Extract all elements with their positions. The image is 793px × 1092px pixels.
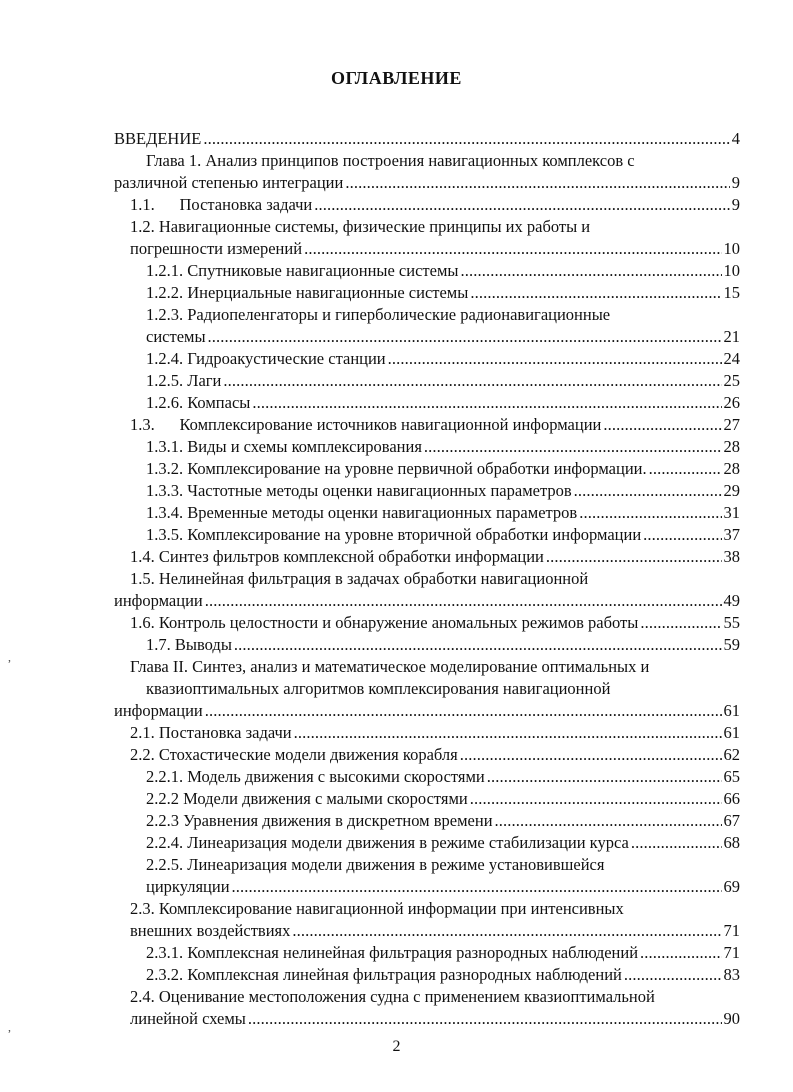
toc-entry: информации . . . 61 [114,700,740,721]
toc-entry: 1.3.4. Временные методы оценки навигационных параметров . . . 31 [146,502,740,523]
scan-mark: , [8,1020,11,1034]
toc-entry: 1.3. Комплексирование источников навигационной информации . . . 27 [130,414,740,435]
toc-entry: 1.4. Синтез фильтров комплексной обработки информации . . . 38 [130,546,740,567]
toc-entry: 1.6. Контроль целостности и обнаружение аномальных режимов работы . . . 55 [130,612,740,633]
toc-entry: 2.2.2 Модели движения с малыми скоростями . . . 66 [146,788,740,809]
toc-entry: 2.4. Оценивание местоположения судна с применением квазиоптимальной [130,987,655,1006]
toc-entry: внешних воздействиях . . . 71 [130,920,740,941]
toc-entry: 1.3.5. Комплексирование на уровне вторичной обработки информации . . . 37 [146,524,740,545]
toc-entry: 1.2.1. Спутниковые навигационные системы . . . 10 [146,260,740,281]
toc-entry: 1.3.3. Частотные методы оценки навигационных параметров . . . 29 [146,480,740,501]
toc-entry: 1.2.6. Компасы . . . 26 [146,392,740,413]
toc-entry: 1.2.3. Радиопеленгаторы и гиперболические радионавигационные [146,305,611,324]
toc-entry: 1.2.2. Инерциальные навигационные системы . . . 15 [146,282,740,303]
toc-entry: 2.2.3 Уравнения движения в дискретном времени . . . 67 [146,810,740,831]
toc-entry: информации . . . 49 [114,590,740,611]
toc-entry: 1.5. Нелинейная фильтрация в задачах обработки навигационной [130,569,589,588]
toc-entry: линейной схемы . . . 90 [130,1008,740,1029]
toc-entry: 2.2.1. Модель движения с высокими скоростями . . . 65 [146,766,740,787]
toc-entry: 1.7. Выводы . . . 59 [146,634,740,655]
toc-entry: Глава 1. Анализ принципов построения навигационных комплексов с [146,151,635,170]
scan-mark: , [8,650,11,664]
toc-entry: погрешности измерений . . . 10 [130,238,740,259]
toc-entry: системы . . . 21 [146,326,740,347]
toc-entry: 2.1. Постановка задачи . . . 61 [130,722,740,743]
page-number: 2 [392,1038,401,1055]
toc-entry: циркуляции . . . 69 [146,876,740,897]
toc-entry: 2.3. Комплексирование навигационной информации при интенсивных [130,899,624,918]
toc-entry: 2.2.4. Линеаризация модели движения в режиме стабилизации курса . . . 68 [146,832,740,853]
toc-entry: 1.2.5. Лаги . . . 25 [146,370,740,391]
toc-entry: 2.3.2. Комплексная линейная фильтрация разнородных наблюдений . . . 83 [146,964,740,985]
toc-entry: 1.3.1. Виды и схемы комплексирования . . . 28 [146,436,740,457]
toc-entry: 1.1. Постановка задачи . . . 9 [130,194,740,215]
toc-entry: 2.2.5. Линеаризация модели движения в режиме установившейся [146,855,605,874]
toc-entry: различной степенью интеграции . . . 9 [114,172,740,193]
toc-entry: 2.2. Стохастические модели движения корабля . . . 62 [130,744,740,765]
toc-entry: 1.2.4. Гидроакустические станции . . . 24 [146,348,740,369]
toc-entry: 2.3.1. Комплексная нелинейная фильтрация разнородных наблюдений . . . 71 [146,942,740,963]
page-title: ОГЛАВЛЕНИЕ [331,68,462,88]
toc-entry: 1.2. Навигационные системы, физические принципы их работы и [130,217,591,236]
toc-entry: ВВЕДЕНИЕ . . . 4 [114,128,740,149]
toc-entry: квазиоптимальных алгоритмов комплексирования навигационной [146,679,611,698]
toc-entry: Глава II. Синтез, анализ и математическое моделирование оптимальных и [130,657,650,676]
toc-entry: 1.3.2. Комплексирование на уровне первичной обработки информации. . . . 28 [146,458,740,479]
